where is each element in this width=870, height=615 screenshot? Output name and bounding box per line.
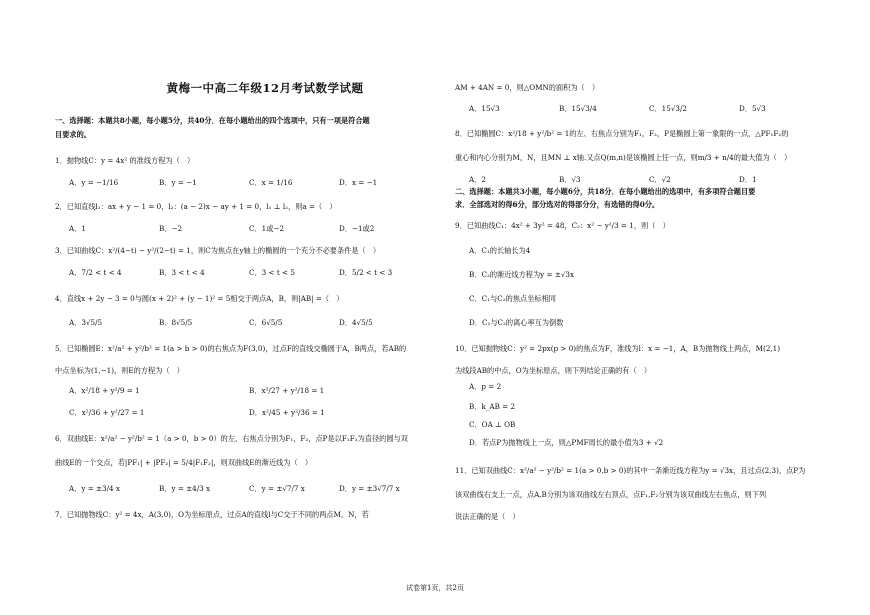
q10-stem-line2: 为线段AB的中点，O为坐标原点，则下列结论正确的有（ ） xyxy=(455,366,652,375)
q9-option-d: D．C₁与C₂的离心率互为倒数 xyxy=(469,318,564,327)
q1-stem: 1．抛物线C：y = 4x² 的准线方程为（ ） xyxy=(55,156,195,165)
q4-stem: 4．直线x + 2y − 3 = 0与圆(x + 2)² + (y − 1)² = 5相交于两点A，B，则|AB| =（ ） xyxy=(55,294,344,303)
q11-stem-line3: 说法正确的是（ ） xyxy=(455,512,520,521)
q8-stem-line1: 8．已知椭圆C：x²/18 + y²/b² = 1的左、右焦点分别为F₁，F₂，P是椭圆上第一象限的一点，△PF₁F₂的 xyxy=(455,129,789,138)
q5-options-row2 xyxy=(69,408,429,417)
q5-stem-line1: 5．已知椭圆E：x²/a² + y²/b² = 1(a > b > 0)的右焦点为F(3,0)，过点F的直线交椭圆于A，B两点，若AB的 xyxy=(55,344,407,353)
q8-stem-line2: 重心和内心分别为M，N，且MN ⊥ x轴.又点Q(m,n)是该椭圆上任一点，则m/3 + n/4的最大值为（ ） xyxy=(455,153,792,162)
q3-option-b: B．3 < t < 4 xyxy=(159,268,205,277)
q6-option-b: B．y = ±4/3 x xyxy=(159,484,211,493)
q2-option-a: A．1 xyxy=(69,224,86,233)
q3-options xyxy=(69,268,429,277)
q10-option-b: B．k_AB = 2 xyxy=(469,402,516,411)
q3-option-a: A．7/2 < t < 4 xyxy=(69,268,122,277)
q5-stem-line2: 中点坐标为(1,−1)，则E的方程为（ ） xyxy=(55,366,184,375)
q11-stem-line1: 11．已知双曲线C：x²/a² − y²/b² = 1(a > 0,b > 0)的其中一条渐近线方程为y = √3x，且过点(2,3)，点P为 xyxy=(455,466,806,475)
q5-option-b: B．x²/27 + y²/18 = 1 xyxy=(249,386,325,395)
q5-option-c: C．x²/36 + y²/27 = 1 xyxy=(69,408,145,417)
q3-option-c: C．3 < t < 5 xyxy=(249,268,295,277)
q1-option-c: C．x = 1/16 xyxy=(249,178,293,187)
q5-option-a: A．x²/18 + y²/9 = 1 xyxy=(69,386,140,395)
q9-option-b: B．C₂的渐近线方程为y = ±√3x xyxy=(469,270,575,279)
q7-stem-continued: AM + 4AN = 0，则△OMN的面积为（ ） xyxy=(455,83,600,92)
q10-option-a: A．p = 2 xyxy=(469,382,502,391)
section2-heading-line1: 二、选择题：本题共3小题，每小题6分，共18分．在每小题给出的选项中，有多项符合题目要 xyxy=(455,187,756,196)
q7-option-d: D．5√3 xyxy=(739,104,766,113)
q8-option-a: A．2 xyxy=(469,175,486,184)
q6-option-d: D．y = ±3√7/7 x xyxy=(339,484,400,493)
section1-heading-line2: 目要求的。 xyxy=(55,130,91,139)
q3-option-d: D．5/2 < t < 3 xyxy=(339,268,393,277)
q6-options xyxy=(69,484,429,493)
q8-option-b: B．√3 xyxy=(559,175,581,184)
q2-stem: 2．已知直线l₁：ax + y − 1 = 0，l₂：(a − 2)x − ay + 1 = 0，l₁ ⊥ l₂，则a =（ ） xyxy=(55,202,337,211)
q2-option-b: B．−2 xyxy=(159,224,183,233)
q4-option-d: D．4√5/5 xyxy=(339,318,373,327)
q6-option-a: A．y = ±3/4 x xyxy=(69,484,120,493)
section2-heading-line2: 求．全部选对的得6分，部分选对的得部分分，有选错的得0分。 xyxy=(455,200,660,209)
q4-option-c: C．6√5/5 xyxy=(249,318,283,327)
q8-option-c: C．√2 xyxy=(649,175,671,184)
exam-title: 黄梅一中高二年级12月考试数学试题 xyxy=(166,81,364,95)
q4-options xyxy=(69,318,429,327)
q10-option-d: D．若点P为抛物线上一点，则△PMF周长的最小值为3 + √2 xyxy=(469,438,664,447)
q7-option-a: A．15√3 xyxy=(469,104,500,113)
right-column xyxy=(455,0,827,615)
q6-option-c: C．y = ±√7/7 x xyxy=(249,484,305,493)
q7-option-b: B．15√3/4 xyxy=(559,104,597,113)
q1-option-a: A．y = −1/16 xyxy=(69,178,119,187)
q7-options xyxy=(469,104,829,113)
q5-options-row1 xyxy=(69,386,429,395)
q6-stem-line1: 6．双曲线E：x²/a² − y²/b² = 1（a > 0，b > 0）的左、右焦点分别为F₁，F₂，点P是以F₁F₂为直径的圆与双 xyxy=(55,434,408,443)
q1-option-b: B．y = −1 xyxy=(159,178,197,187)
left-column xyxy=(55,0,430,615)
q1-options xyxy=(69,178,429,187)
q2-options xyxy=(69,224,429,233)
q9-option-c: C．C₁与C₂的焦点坐标相同 xyxy=(469,294,556,303)
q7-option-c: C．15√3/2 xyxy=(649,104,687,113)
q4-option-b: B．8√5/5 xyxy=(159,318,193,327)
page-footer: 试卷第1页，共2页 xyxy=(406,584,464,592)
q9-stem: 9．已知曲线C₁：4x² + 3y² = 48，C₂：x² − y²/3 = 1，则（ ） xyxy=(455,221,670,230)
q9-option-a: A．C₁的长轴长为4 xyxy=(469,246,531,255)
q4-option-a: A．3√5/5 xyxy=(69,318,103,327)
q3-stem: 3．已知曲线C：x²/(4−t) − y²/(2−t) = 1，则C为焦点在y轴上的椭圆的一个充分不必要条件是（ ） xyxy=(55,246,381,255)
q5-option-d: D．x²/45 + y²/36 = 1 xyxy=(249,408,325,417)
q8-option-d: D．1 xyxy=(739,175,757,184)
q2-option-c: C．1或−2 xyxy=(249,224,285,233)
q6-stem-line2: 曲线E的一个交点，若|PF₁| + |PF₂| = 5/4|F₁F₂|，则双曲线E的渐近线为（ ） xyxy=(55,458,313,467)
q11-stem-line2: 该双曲线右支上一点，点A,B分别为该双曲线左右顶点，点F₁,F₂分别为该双曲线左右焦点，则下列 xyxy=(455,490,767,499)
q10-stem-line1: 10．已知抛物线C：y² = 2px(p > 0)的焦点为F，准线为l：x = −1，A，B为抛物线上两点，M(2,1) xyxy=(455,344,781,353)
q2-option-d: D．−1或2 xyxy=(339,224,375,233)
q8-options xyxy=(469,175,829,184)
q10-option-c: C．OA ⊥ OB xyxy=(469,420,516,429)
section1-heading-line1: 一、选择题：本题共8小题，每小题5分，共40分．在每小题给出的四个选项中，只有一项是符合题 xyxy=(55,116,370,125)
q1-option-d: D．x = −1 xyxy=(339,178,378,187)
q7-stem: 7．已知抛物线C：y² = 4x，A(3,0)，O为坐标原点，过点A的直线l与C交于不同的两点M，N，若 xyxy=(55,510,369,519)
